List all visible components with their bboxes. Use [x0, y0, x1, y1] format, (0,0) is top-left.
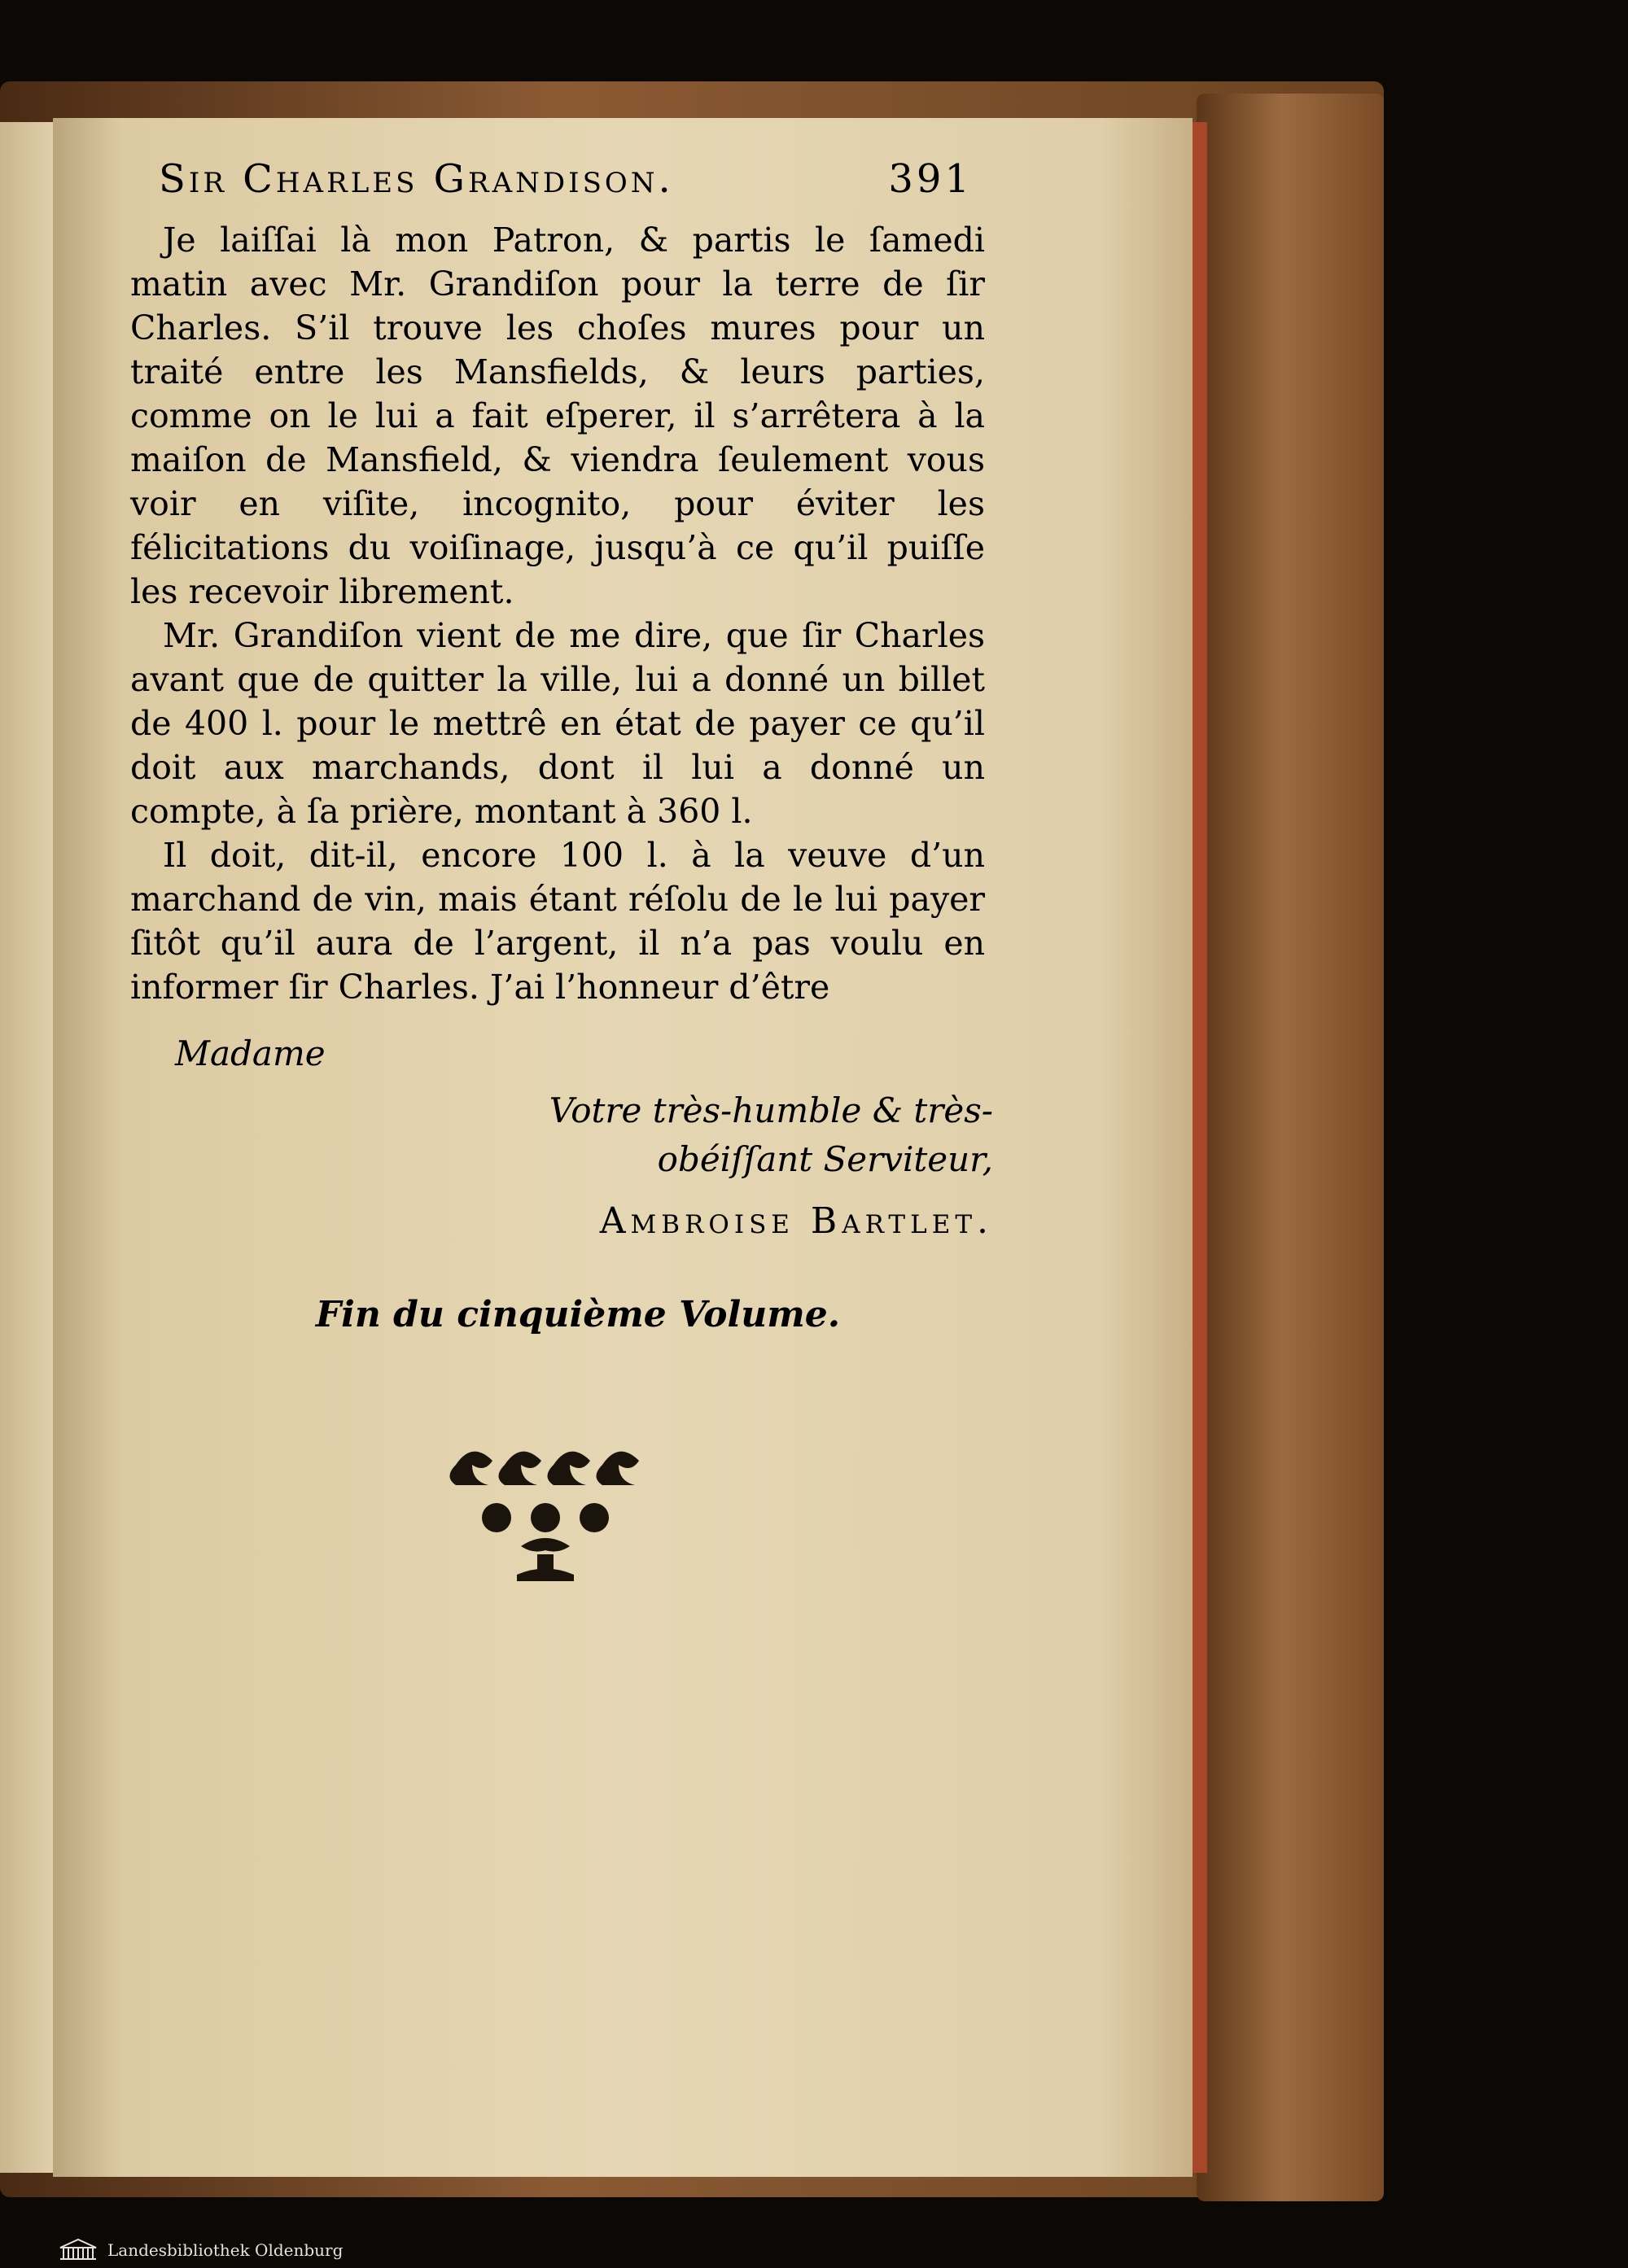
sign-off-line-1: Votre très-humble & très-	[549, 1090, 993, 1130]
paragraph-2: Mr. Grandiſon vient de me dire, que ſir Charles avant que de quitter la ville, lui a donné un billet de 400 l. pour le mettrê en état de payer ce qu’il doit aux marchands, dont il lui a donné un compte, à ſa prière, montant à 360 l.	[130, 616, 985, 831]
page-edge	[1193, 122, 1207, 2173]
body-text	[130, 218, 985, 1009]
salutation: Madame	[175, 1033, 326, 1073]
running-head-title: Sir Charles Grandison.	[159, 156, 674, 202]
sign-off	[456, 1086, 993, 1184]
sign-off-line-2: obéiſſant Serviteur,	[657, 1139, 993, 1179]
library-logo-icon	[57, 2236, 99, 2262]
paragraph-1: Je laiſſai là mon Patron, & partis le ſamedi matin avec Mr. Grandiſon pour la terre de ſir Charles. S’il trouve les choſes mures pour un traité entre les Mansfields, & leurs parties, comme on le lui a fait eſperer, il s’arrêtera à la maiſon de Mansfield, & viendra ſeulement vous voir en viſite, incognito, pour éviter les félicitations du voiſinage, jusqu’à ce qu’il puiſſe les recevoir librement.	[130, 221, 985, 611]
left-page-edge	[0, 122, 57, 2173]
library-name: Landesbibliothek Oldenburg	[107, 2240, 344, 2260]
ornament-icon	[440, 1432, 651, 1587]
page-number: 391	[888, 156, 973, 202]
book-cover-right	[1197, 94, 1384, 2201]
end-note: Fin du cinquième Volume.	[315, 1294, 841, 1335]
paragraph-3: Il doit, dit-il, encore 100 l. à la veuve d’un marchand de vin, mais étant réſolu de le lui payer ſitôt qu’il aura de l’argent, il n’a pas voulu en informer ſir Charles. J’ai l’honneur d’être	[130, 836, 985, 1007]
signature: Ambroise Bartlet.	[599, 1200, 993, 1242]
running-head	[159, 156, 973, 221]
